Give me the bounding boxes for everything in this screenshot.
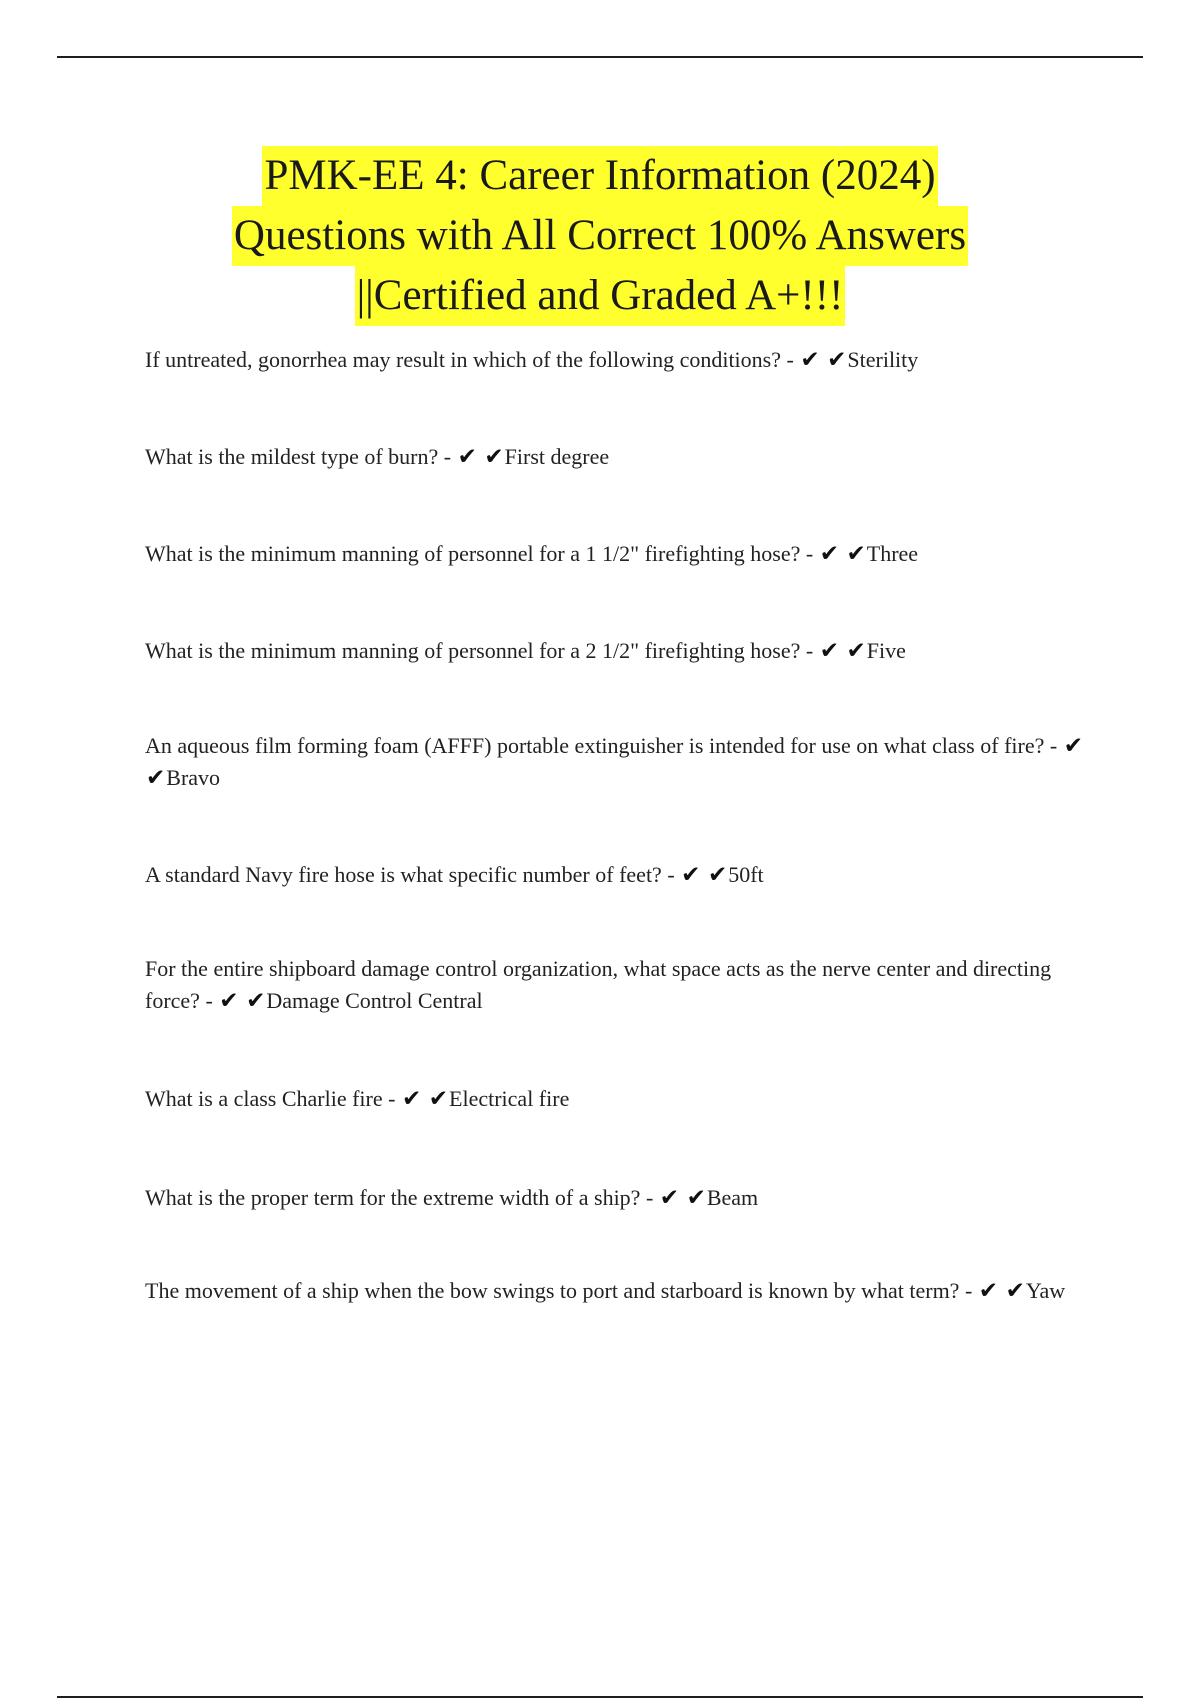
answer-text: Yaw [1025, 1278, 1066, 1303]
checkmark-icon: ✔ [819, 541, 839, 567]
qa-item-9 [145, 1182, 1095, 1214]
qa-item-10 [145, 1275, 1095, 1307]
qa-item-1 [145, 344, 1095, 376]
checkmark-icon: ✔ [681, 862, 701, 888]
question-text: What is the mildest type of burn? - [145, 444, 457, 469]
answer-text: Damage Control Central [266, 988, 483, 1013]
answer-text: Beam [706, 1185, 759, 1210]
checkmark-icon: ✔ [819, 638, 839, 664]
checkmark-icon: ✔ [401, 1086, 422, 1112]
checkmark-icon: ✔ [1063, 733, 1083, 759]
checkmark-icon: ✔ [659, 1185, 680, 1211]
checkmark-icon: ✔ [219, 988, 239, 1014]
checkmark-icon: ✔ [146, 765, 166, 791]
top-rule [57, 56, 1143, 58]
checkmark-icon: ✔ [484, 444, 504, 470]
document-title [0, 146, 1200, 326]
question-text: For the entire shipboard damage control organization, what space acts as the nerve center and directing force? - [145, 956, 1052, 1013]
checkmark-icon: ✔ [827, 347, 847, 373]
checkmark-icon: ✔ [800, 347, 820, 373]
checkmark-icon: ✔ [846, 541, 866, 567]
answer-text: Sterility [847, 347, 919, 372]
question-text: What is a class Charlie fire - [145, 1086, 401, 1111]
question-text: A standard Navy fire hose is what specific number of feet? - [145, 862, 681, 887]
question-text: What is the proper term for the extreme width of a ship? - [145, 1185, 659, 1210]
question-text: What is the minimum manning of personnel for a 1 1/2" firefighting hose? - [145, 541, 819, 566]
qa-item-2 [145, 441, 1095, 473]
qa-item-5 [145, 730, 1095, 794]
question-text: The movement of a ship when the bow swings to port and starboard is known by what term? - [145, 1278, 978, 1303]
answer-text: 50ft [728, 862, 764, 887]
checkmark-icon: ✔ [686, 1185, 706, 1211]
answer-text: First degree [504, 444, 610, 469]
qa-item-6 [145, 859, 1095, 891]
checkmark-icon: ✔ [1005, 1278, 1025, 1304]
title-line-1: PMK-EE 4: Career Information (2024) [262, 146, 937, 206]
qa-item-3 [145, 538, 1095, 570]
checkmark-icon: ✔ [707, 862, 728, 888]
qa-item-8 [145, 1083, 1095, 1115]
checkmark-icon: ✔ [978, 1278, 999, 1304]
checkmark-icon: ✔ [246, 988, 266, 1014]
qa-item-4 [145, 635, 1095, 667]
question-text: If untreated, gonorrhea may result in which of the following conditions? - [145, 347, 800, 372]
answer-text: Three [866, 541, 919, 566]
qa-item-7 [145, 953, 1095, 1017]
checkmark-icon: ✔ [457, 444, 477, 470]
answer-text: Five [866, 638, 906, 663]
question-text: An aqueous film forming foam (AFFF) portable extinguisher is intended for use on what class of fire? - [145, 733, 1063, 758]
answer-text: Bravo [166, 765, 221, 790]
checkmark-icon: ✔ [428, 1086, 449, 1112]
title-line-3: ||Certified and Graded A+!!! [355, 266, 846, 326]
question-text: What is the minimum manning of personnel for a 2 1/2" firefighting hose? - [145, 638, 819, 663]
answer-text: Electrical fire [449, 1086, 570, 1111]
bottom-rule [57, 1696, 1143, 1698]
title-line-2: Questions with All Correct 100% Answers [232, 206, 968, 266]
checkmark-icon: ✔ [846, 638, 866, 664]
